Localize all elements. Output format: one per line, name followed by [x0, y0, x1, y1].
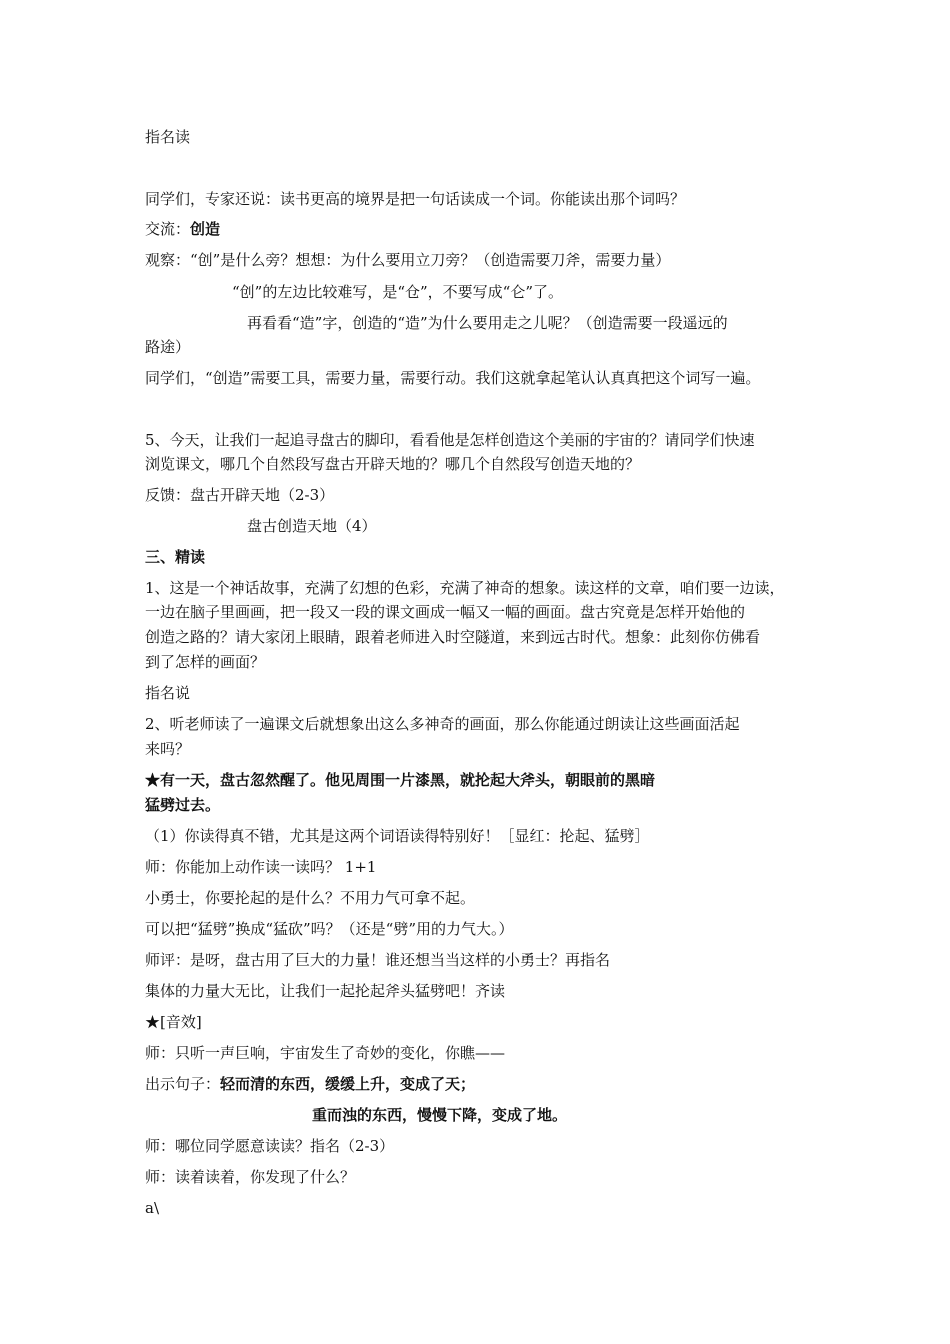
- text-line: 同学们，“创造”需要工具，需要力量，需要行动。我们这就拿起笔认认真真把这个词写一遍。: [145, 369, 761, 387]
- text-line: 再看看“造”字，创造的“造”为什么要用走之儿呢？（创造需要一段遥远的: [247, 314, 728, 332]
- text-line: （1）你读得真不错，尤其是这两个词语读得特别好！［显红：抡起、猛劈］: [145, 827, 650, 845]
- bold-quote-line: ★有一天，盘古忽然醒了。他见周围一片漆黑，就抡起大斧头，朝眼前的黑暗: [145, 771, 656, 789]
- text-line: a\: [145, 1199, 159, 1217]
- bold-sentence: 轻而清的东西，缓缓上升，变成了天；: [220, 1075, 476, 1093]
- text-line: 指名读: [145, 128, 191, 146]
- bold-sentence: 重而浊的东西，慢慢下降，变成了地。: [312, 1106, 568, 1124]
- section-heading: 三、精读: [145, 548, 206, 566]
- text-line: 集体的力量大无比，让我们一起抡起斧头猛劈吧！齐读: [145, 982, 506, 1000]
- text-line: 指名说: [145, 684, 191, 702]
- text-line: 路途）: [145, 338, 191, 356]
- text-line: 反馈：盘古开辟天地（2-3）: [145, 486, 335, 504]
- text-line: 师：你能加上动作读一读吗？ 1+1: [145, 858, 377, 876]
- label-text: 出示句子：: [145, 1075, 221, 1093]
- label-text: 交流：: [145, 220, 191, 238]
- text-line: 一边在脑子里画画，把一段又一段的课文画成一幅又一幅的画面。盘古究竟是怎样开始他的: [145, 603, 746, 621]
- bold-quote-line: 猛劈过去。: [145, 796, 221, 814]
- text-line: 观察：“创”是什么旁？想想：为什么要用立刀旁？（创造需要刀斧，需要力量）: [145, 251, 671, 269]
- text-line: 可以把“猛劈”换成“猛砍”吗？（还是“劈”用的力气大。）: [145, 920, 514, 938]
- bold-keyword: 创造: [190, 220, 221, 238]
- text-line: 1、这是一个神话故事，充满了幻想的色彩，充满了神奇的想象。读这样的文章，咱们要一边读，: [145, 579, 785, 597]
- text-line: 来吗？: [145, 740, 191, 758]
- text-line: 师：只听一声巨响，宇宙发生了奇妙的变化，你瞧——: [145, 1044, 506, 1062]
- text-line: 盘古创造天地（4）: [247, 517, 377, 535]
- text-line: “创”的左边比较难写，是“仓”，不要写成“仑”了。: [232, 283, 564, 301]
- text-line: 同学们，专家还说：读书更高的境界是把一句话读成一个词。你能读出那个词吗？: [145, 190, 686, 208]
- text-line: 到了怎样的画面？: [145, 653, 266, 671]
- text-line: 浏览课文，哪几个自然段写盘古开辟天地的？哪几个自然段写创造天地的？: [145, 455, 641, 473]
- text-line: [145, 219, 220, 239]
- text-line: 师评：是呀，盘古用了巨大的力量！谁还想当当这样的小勇士？再指名: [145, 951, 611, 969]
- text-line: 师：哪位同学愿意读读？指名（2-3）: [145, 1137, 395, 1155]
- text-line: ★[音效]: [145, 1013, 202, 1031]
- text-line: [145, 1074, 475, 1094]
- text-line: 5、今天，让我们一起追寻盘古的脚印，看看他是怎样创造这个美丽的宇宙的？请同学们快速: [145, 431, 755, 449]
- text-line: 师：读着读着，你发现了什么？: [145, 1168, 356, 1186]
- text-line: 创造之路的？请大家闭上眼睛，跟着老师进入时空隧道，来到远古时代。想象：此刻你仿佛看: [145, 628, 761, 646]
- text-line: 小勇士，你要抡起的是什么？不用力气可拿不起。: [145, 889, 476, 907]
- text-line: 2、听老师读了一遍课文后就想象出这么多神奇的画面，那么你能通过朗读让这些画面活起: [145, 715, 740, 733]
